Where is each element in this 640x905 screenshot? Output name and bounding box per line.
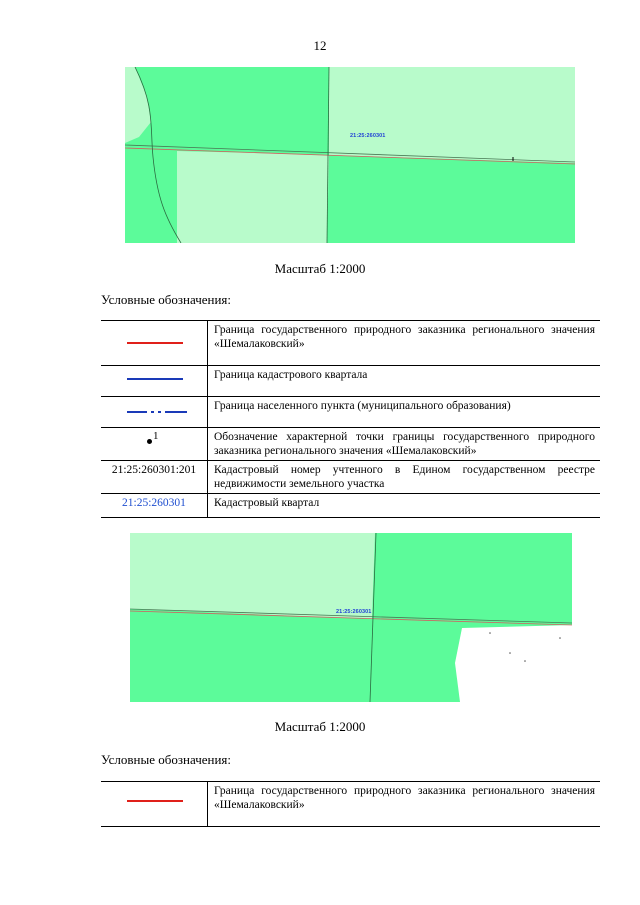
- legend-row: [101, 494, 600, 518]
- legend-table-1: [101, 320, 600, 518]
- quarter-label: 21:25:260301: [336, 609, 372, 615]
- dash-dot-line-icon: [127, 411, 187, 413]
- legend-table-2: [101, 781, 600, 827]
- scale-caption-2: Масштаб 1:2000: [274, 719, 366, 734]
- legend-row: [101, 461, 600, 494]
- legend-text: Граница кадастрового квартала: [214, 369, 368, 381]
- legend-row: [101, 397, 600, 428]
- legend-row: [101, 321, 600, 366]
- legend-text: Граница государственного природного заказника регионального значения «Шемалаковский»: [214, 324, 595, 350]
- legend-text: Кадастровый квартал: [214, 497, 320, 509]
- legend-text: Кадастровый номер учтенного в Едином государственном реестре недвижимости земельного участка: [214, 464, 595, 490]
- scale-caption-1: Масштаб 1:2000: [274, 261, 366, 276]
- red-line-icon: [127, 342, 183, 344]
- legend-row: [101, 428, 600, 461]
- legend-row: [101, 782, 600, 827]
- legend-text: Обозначение характерной точки границы государственного природного заказника регионального значения «Шемалаковский»: [214, 431, 595, 457]
- page-number: 12: [313, 38, 327, 53]
- red-line-icon: [127, 800, 183, 802]
- quarter-number: 21:25:260301: [122, 497, 186, 509]
- legend-title-1: Условные обозначения:: [101, 292, 232, 307]
- point-number: 1: [153, 430, 159, 442]
- legend-row: [101, 366, 600, 397]
- legend-text: Граница населенного пункта (муниципального образования): [214, 400, 511, 412]
- legend-text: Граница государственного природного заказника регионального значения «Шемалаковский»: [214, 785, 595, 811]
- point-icon: [147, 431, 167, 447]
- blue-line-icon: [127, 378, 183, 380]
- map-2: [130, 533, 572, 702]
- map-1: [125, 67, 575, 243]
- quarter-label: 21:25:260301: [350, 133, 386, 139]
- legend-title-2: Условные обозначения:: [101, 752, 232, 767]
- cadastral-number: 21:25:260301:201: [111, 464, 197, 476]
